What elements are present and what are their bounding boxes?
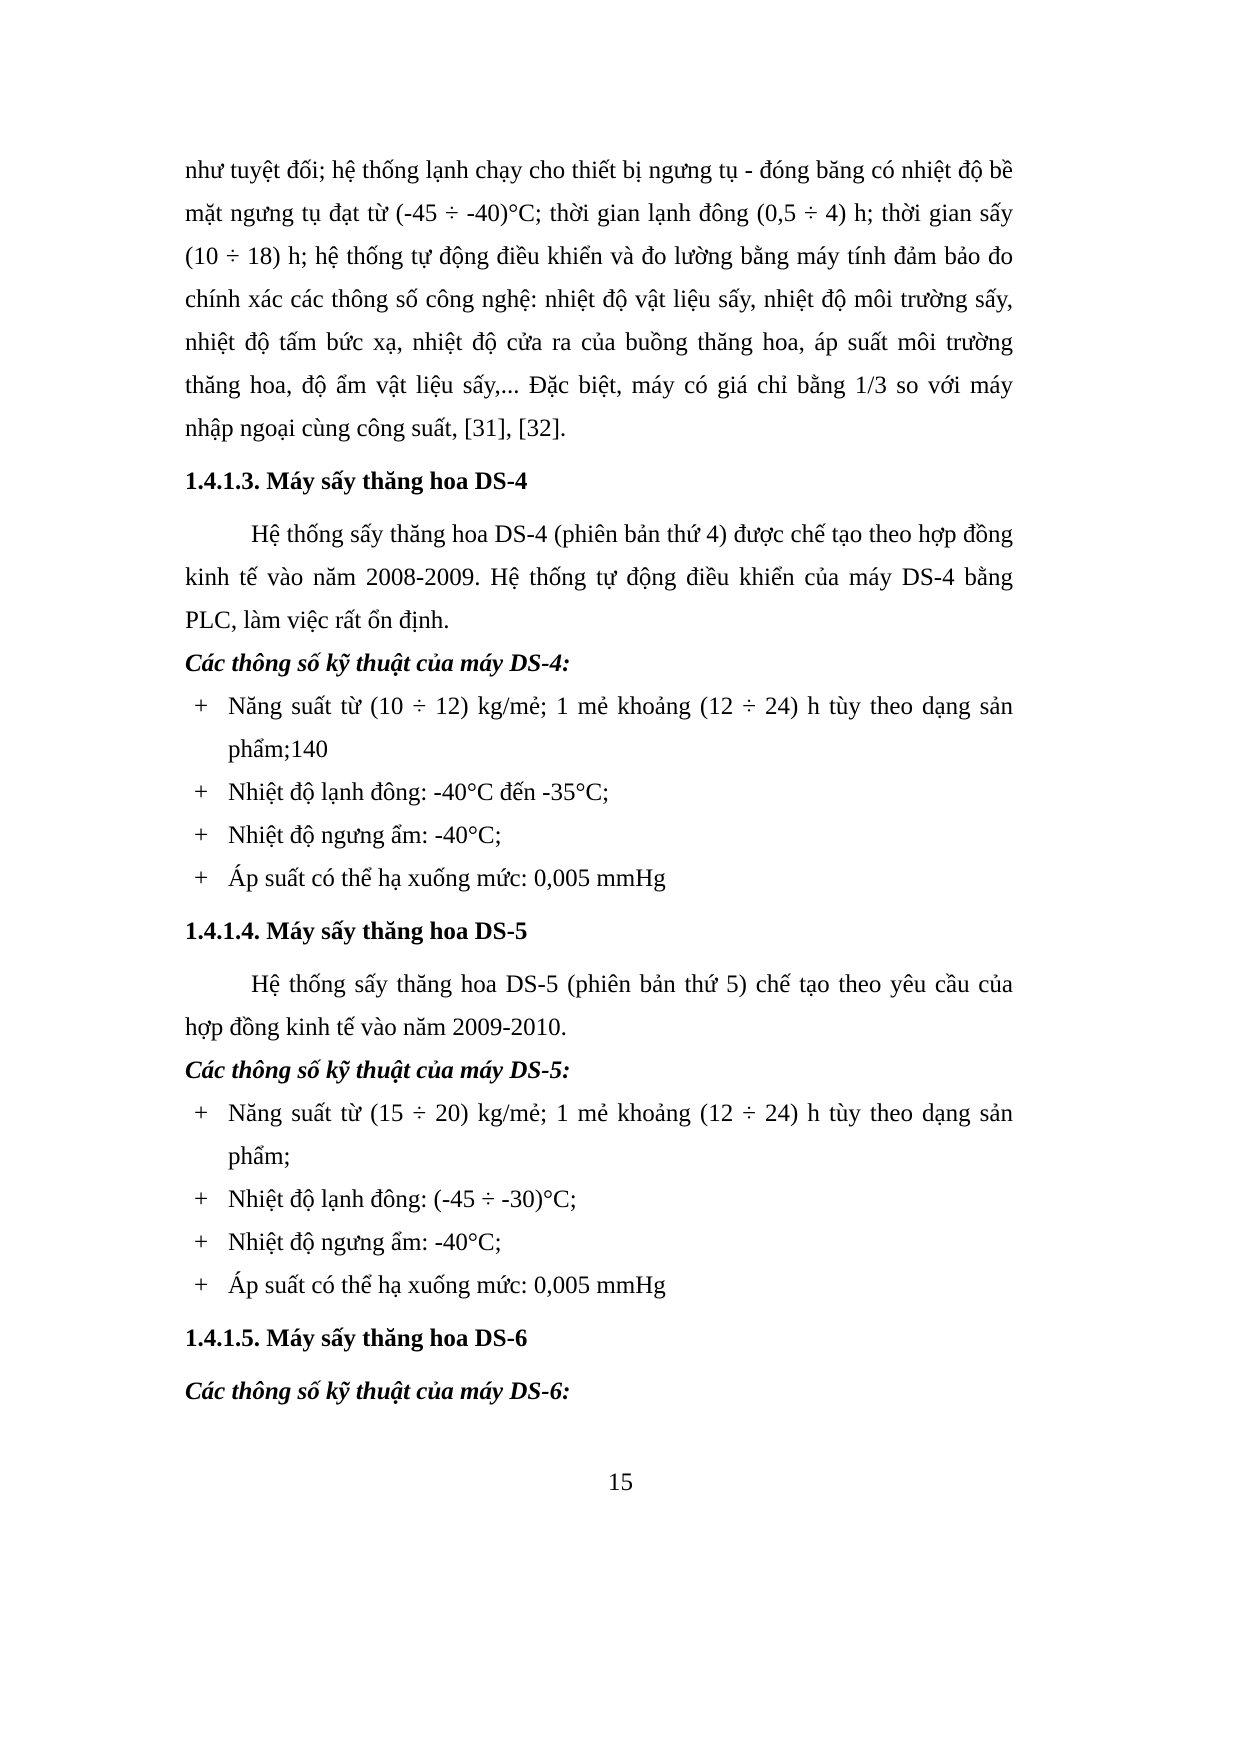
- list-item-text: Năng suất từ (15 ÷ 20) kg/mẻ; 1 mẻ khoảng (12 ÷ 24) h tùy theo dạng sản phẩm;: [228, 1100, 1013, 1170]
- ds4-specs-title: Các thông số kỹ thuật của máy DS-4:: [185, 650, 571, 677]
- heading-1-4-1-4: 1.4.1.4. Máy sấy thăng hoa DS-5: [185, 918, 528, 945]
- ds5-paragraph: Hệ thống sấy thăng hoa DS-5 (phiên bản thứ 5) chế tạo theo yêu cầu của hợp đồng kinh tế vào năm 2009-2010.: [185, 971, 1013, 1041]
- plus-list-marker: +: [194, 1229, 209, 1256]
- plus-list-marker: +: [194, 1186, 209, 1213]
- plus-list-marker: +: [194, 865, 209, 892]
- heading-1-4-1-5: 1.4.1.5. Máy sấy thăng hoa DS-6: [185, 1325, 528, 1352]
- ds5-spec-list: [185, 1092, 1013, 1307]
- plus-list-marker: +: [194, 693, 209, 720]
- list-item-text: Nhiệt độ lạnh đông: -40°C đến -35°C;: [228, 779, 610, 806]
- page-content: [185, 149, 1013, 1413]
- page-number: 15: [608, 1469, 633, 1496]
- list-item-text: Áp suất có thể hạ xuống mức: 0,005 mmHg: [228, 865, 666, 892]
- ds4-paragraph: Hệ thống sấy thăng hoa DS-4 (phiên bản thứ 4) được chế tạo theo hợp đồng kinh tế vào năm 2008-2009. Hệ thống tự động điều khiển của máy DS-4 bằng PLC, làm việc rất ổn định.: [185, 521, 1013, 634]
- list-item-text: Năng suất từ (10 ÷ 12) kg/mẻ; 1 mẻ khoảng (12 ÷ 24) h tùy theo dạng sản phẩm;140: [228, 693, 1013, 763]
- heading-1-4-1-3: 1.4.1.3. Máy sấy thăng hoa DS-4: [185, 468, 528, 495]
- intro-paragraph: như tuyệt đối; hệ thống lạnh chạy cho thiết bị ngưng tụ - đóng băng có nhiệt độ bề mặt ngưng tụ đạt từ (-45 ÷ -40)°C; thời gian lạnh đông (0,5 ÷ 4) h; thời gian sấy (10 ÷ 18) h; hệ thống tự động điều khiển và đo lường bằng máy tính đảm bảo đo chính xác các thông số công nghệ: nhiệt độ vật liệu sấy, nhiệt độ môi trường sấy, nhiệt độ tấm bức xạ, nhiệt độ cửa ra của buồng thăng hoa, áp suất môi trường thăng hoa, độ ẩm vật liệu sấy,... Đặc biệt, máy có giá chỉ bằng 1/3 so với máy nhập ngoại cùng công suất, [31], [32].: [185, 157, 1013, 442]
- list-item-text: Nhiệt độ ngưng ẩm: -40°C;: [228, 1229, 502, 1256]
- ds5-specs-title: Các thông số kỹ thuật của máy DS-5:: [185, 1057, 571, 1084]
- list-item: [185, 1092, 1013, 1178]
- list-item: [185, 685, 1013, 771]
- list-item-text: Nhiệt độ ngưng ẩm: -40°C;: [228, 822, 502, 849]
- ds4-spec-list: [185, 685, 1013, 900]
- list-item: [185, 1264, 1013, 1307]
- ds6-specs-title: Các thông số kỹ thuật của máy DS-6:: [185, 1378, 571, 1405]
- list-item-text: Nhiệt độ lạnh đông: (-45 ÷ -30)°C;: [228, 1186, 577, 1213]
- plus-list-marker: +: [194, 1272, 209, 1299]
- list-item: [185, 1221, 1013, 1264]
- plus-list-marker: +: [194, 779, 209, 806]
- plus-list-marker: +: [194, 1100, 209, 1127]
- list-item: [185, 814, 1013, 857]
- list-item: [185, 771, 1013, 814]
- list-item-text: Áp suất có thể hạ xuống mức: 0,005 mmHg: [228, 1272, 666, 1299]
- list-item: [185, 1178, 1013, 1221]
- plus-list-marker: +: [194, 822, 209, 849]
- list-item: [185, 857, 1013, 900]
